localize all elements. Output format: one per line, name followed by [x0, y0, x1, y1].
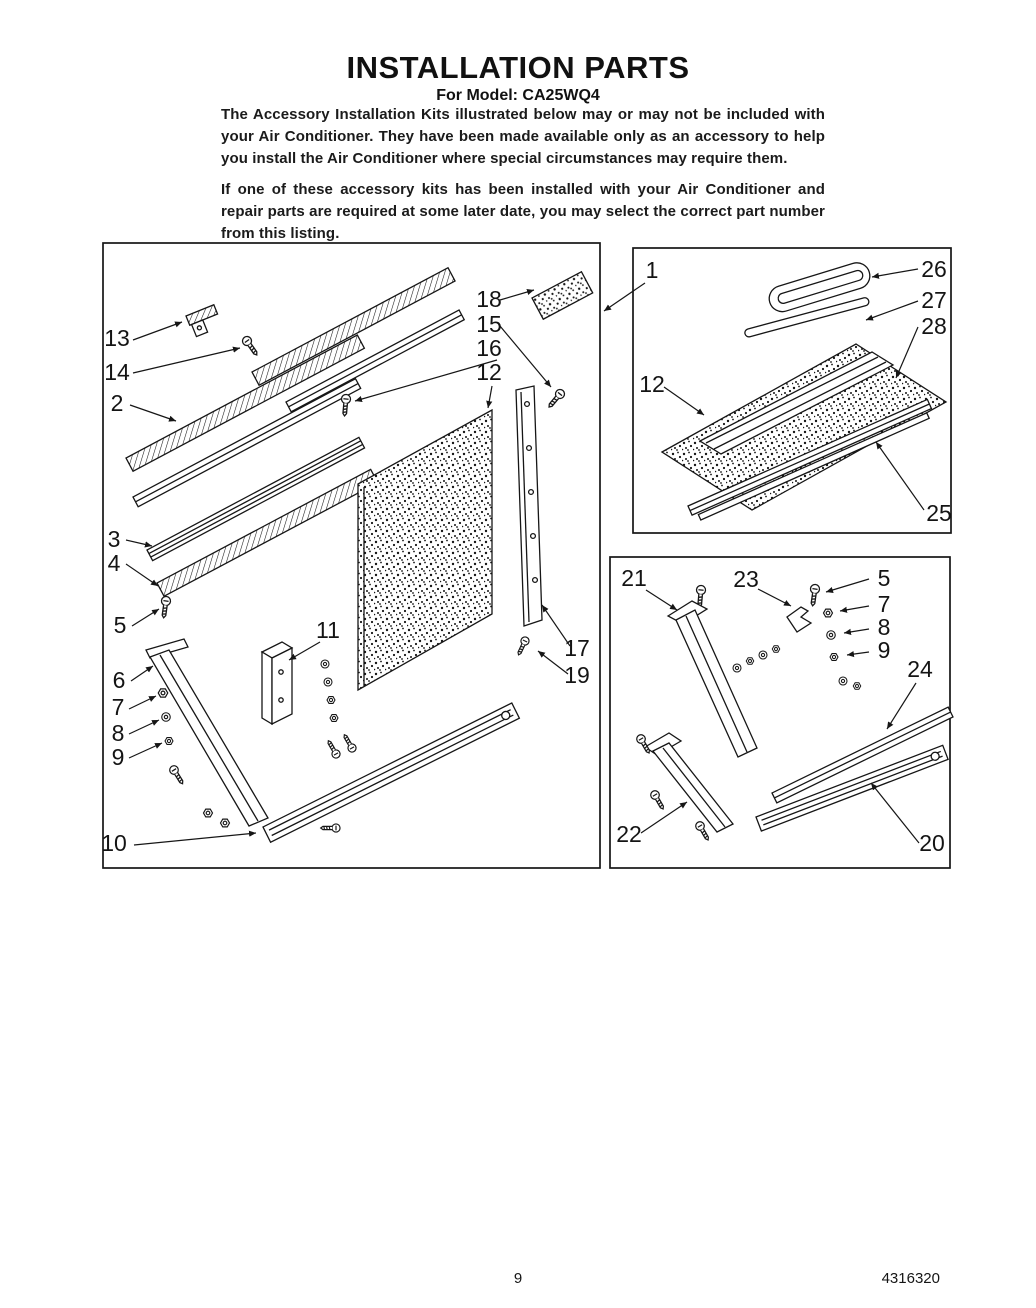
main-kit [101, 243, 658, 868]
screw-d [341, 733, 358, 754]
leader-22 [641, 802, 687, 833]
screw-5-main [159, 596, 171, 619]
kit2 [633, 248, 952, 533]
doc-number: 4316320 [881, 1270, 940, 1287]
callout-3: 3 [107, 526, 121, 552]
leader-7 [129, 696, 156, 709]
washer-stack-1 [321, 660, 329, 668]
part-22-angle [645, 733, 733, 832]
leader-6 [131, 666, 153, 681]
callout-7-kit3: 7 [877, 591, 891, 617]
callout-26: 26 [921, 256, 947, 282]
leader-13 [133, 322, 182, 340]
washer-stack-2 [324, 678, 332, 686]
leader-28 [896, 327, 918, 378]
screw-16 [340, 394, 351, 416]
nut-stack-4 [330, 715, 338, 722]
leader-12-kit2 [664, 387, 704, 415]
leader-14 [133, 348, 240, 373]
callout-1: 1 [645, 257, 659, 283]
leader-25 [876, 442, 924, 510]
callout-17: 17 [564, 635, 590, 661]
part-10-sill-channel [263, 703, 519, 842]
callout-5-kit3: 5 [877, 565, 891, 591]
leader-10 [134, 833, 256, 845]
callout-21: 21 [621, 565, 647, 591]
screw-15 [546, 388, 567, 410]
part-21-angle [668, 601, 757, 757]
callout-9: 9 [111, 744, 125, 770]
screw-14 [241, 335, 261, 358]
callout-10: 10 [101, 830, 127, 856]
nut-9-kit3 [830, 654, 838, 661]
nut-h [746, 658, 754, 664]
leader-2 [130, 405, 176, 421]
callout-8: 8 [111, 720, 125, 746]
screw-22-b [649, 789, 667, 811]
part-11-bracket [262, 642, 292, 724]
part-13-angle-bracket [186, 305, 222, 338]
callout-5: 5 [113, 612, 127, 638]
callout-12-main: 12 [476, 359, 502, 385]
page-title: INSTALLATION PARTS [346, 50, 690, 85]
callout-23: 23 [733, 566, 759, 592]
bolt-10 [321, 824, 340, 832]
callout-7: 7 [111, 694, 125, 720]
callout-11: 11 [316, 617, 340, 643]
washer-8-kit3 [827, 631, 836, 640]
part-23-clip [787, 607, 811, 632]
callout-16: 16 [476, 335, 502, 361]
callout-9-kit3: 9 [877, 637, 891, 663]
leader-11 [289, 642, 320, 660]
leader-4 [126, 564, 158, 586]
washer-g [733, 664, 741, 672]
leader-5-kit3 [826, 579, 869, 592]
part-6-support-arm [146, 639, 268, 826]
leader-7-kit3 [840, 606, 869, 611]
nut-j [772, 646, 780, 652]
leader-18 [500, 290, 534, 300]
callout-14: 14 [104, 359, 130, 385]
nut-7-main [158, 689, 168, 697]
leader-12-main [488, 386, 492, 408]
kit3 [610, 557, 953, 868]
callout-19: 19 [564, 662, 590, 688]
leader-24 [887, 683, 916, 729]
callout-18: 18 [476, 286, 502, 312]
callout-13: 13 [104, 325, 130, 351]
intro-paragraph-2: If one of these accessory kits has been installed with your Air Conditioner and repair parts are required at some later date, you may select the correct part number from this listing. [221, 181, 825, 242]
nut-stack-3 [327, 697, 335, 704]
callout-2: 2 [110, 390, 124, 416]
leader-15 [500, 326, 551, 387]
callout-27: 27 [921, 287, 947, 313]
page-number: 9 [513, 1270, 523, 1287]
washer-i [759, 651, 767, 659]
callout-20: 20 [919, 830, 945, 856]
screw-19 [515, 636, 531, 657]
leader-1 [604, 283, 645, 311]
callout-4: 4 [107, 550, 121, 576]
callout-6: 6 [112, 667, 126, 693]
leader-21 [646, 590, 677, 610]
leader-9 [129, 743, 162, 758]
screw-22-c [694, 820, 712, 842]
washer-e [839, 677, 847, 685]
part-18-seal [532, 272, 593, 319]
nut-7-kit3 [824, 609, 833, 617]
leader-9-kit3 [847, 652, 869, 655]
part-17-side-channel [516, 386, 542, 626]
screw-lower-left [168, 764, 186, 786]
screw-c [325, 739, 342, 760]
leader-26 [872, 269, 918, 277]
washer-8-main [162, 713, 171, 722]
leader-23 [758, 589, 791, 606]
callout-12-kit2: 12 [639, 371, 665, 397]
callout-8-kit3: 8 [877, 614, 891, 640]
part-12-curtain-panel [358, 410, 492, 690]
callout-24: 24 [907, 656, 933, 682]
leader-3 [126, 540, 152, 546]
leader-5 [132, 609, 159, 626]
nut-a [204, 809, 213, 817]
leader-27 [866, 301, 918, 320]
intro-paragraph-1: The Accessory Installation Kits illustrated below may or may not be included with your Air Conditioner. They have been made available only as an accessory to help you install the Air Conditioner where special circumstances may require them. [221, 106, 825, 167]
nut-9-main [165, 738, 173, 745]
callout-15: 15 [476, 311, 502, 337]
callout-25: 25 [926, 500, 952, 526]
callout-28: 28 [921, 313, 947, 339]
callout-22: 22 [616, 821, 642, 847]
leader-8-kit3 [844, 629, 869, 633]
model-line: For Model: CA25WQ4 [436, 87, 600, 104]
nut-b [221, 819, 230, 827]
leader-8 [129, 720, 159, 734]
leader-20 [871, 783, 919, 843]
screw-5-kit3 [808, 584, 820, 607]
nut-f [853, 683, 861, 689]
